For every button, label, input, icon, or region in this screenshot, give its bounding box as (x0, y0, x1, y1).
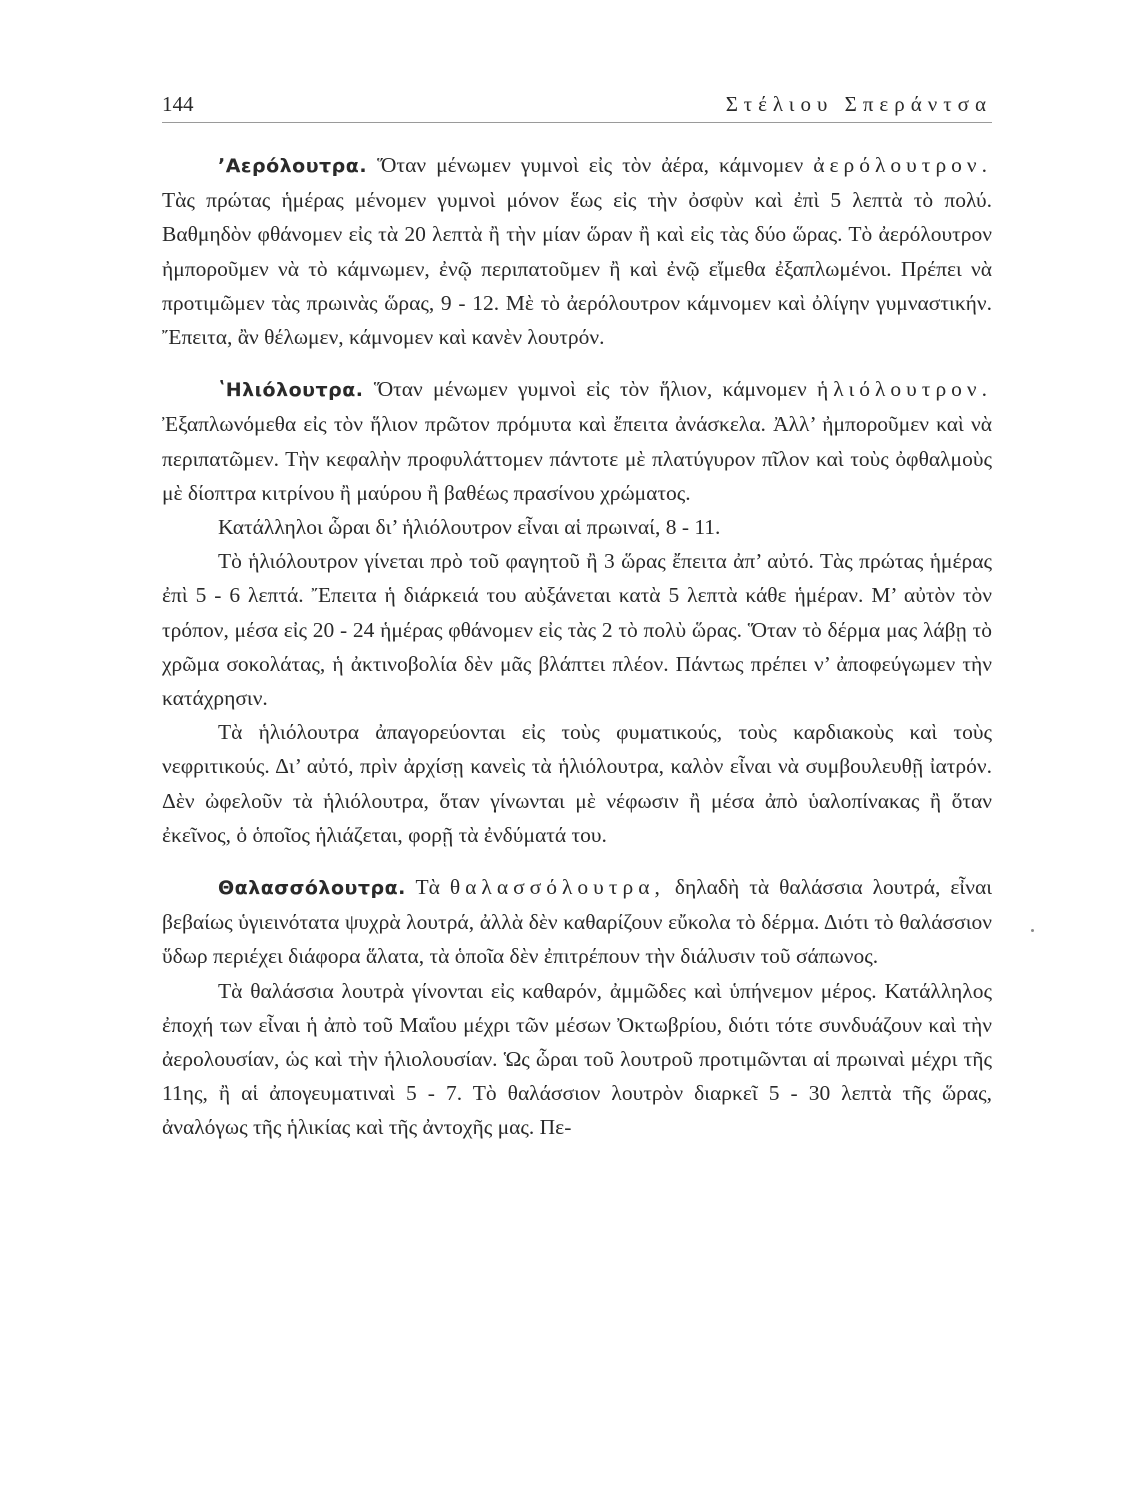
spaced-term: ἡλιόλουτρον. (817, 377, 993, 402)
section-heading-heliolutra: ʽΗλιόλουτρα. (218, 379, 364, 402)
spaced-term: ἀερόλουτρον. (813, 153, 993, 177)
paragraph-text: Τὰ (415, 875, 440, 900)
section-heading-aerolutra: ʼΑερόλουτρα. (218, 155, 368, 177)
paragraph-text: Ὅταν μένωμεν γυμνοὶ εἰς τὸν ἀέρα, κάμνομεν (377, 153, 804, 177)
paragraph-text: Ὅταν μένωμεν γυμνοὶ εἰς τὸν ἥλιον, κάμνομεν (373, 377, 807, 402)
paragraph-text: Τὰς πρώτας ἡμέρας μένομεν γυμνοὶ μόνον ἕως εἰς τὴν ὀσφὺν καὶ ἐπὶ 5 λεπτὰ τὸ πολύ. Βαθμηδὸν φθάνομεν εἰς τὰ 20 λεπτὰ ἢ τὴν μίαν ὥραν ἢ καὶ εἰς τὰς δύο ὥρας. Τὸ ἀερόλουτρον ἠμποροῦμεν νὰ τὸ κάμνωμεν, ἐνῷ περιπατοῦμεν ἢ καὶ ἐνῷ εἴμεθα ἐξαπλωμένοι. Πρέπει νὰ προτιμῶμεν τὰς πρωινὰς ὥρας, 9 - 12. Μὲ τὸ ἀερόλουτρον κάμνομεν καὶ ὀλίγην γυμναστικήν. Ἔπειτα, ἂν θέλωμεν, κάμνομεν καὶ κανὲν λουτρόν. (162, 188, 992, 350)
paragraph-text: Ἐξαπλωνόμεθα εἰς τὸν ἥλιον πρῶτον πρόμυτα καὶ ἔπειτα ἀνάσκελα. Ἀλλ’ ἠμποροῦμεν καὶ νὰ περιπατῶμεν. Τὴν κεφαλὴν προφυλάττομεν πάντοτε μὲ πλατύγυρον πῖλον καὶ τοὺς ὀφθαλμοὺς μὲ δίοπτρα κιτρίνου ἢ μαύρου ἢ βαθέως πρασίνου χρώματος. (162, 412, 992, 505)
paragraph-text: δηλαδὴ τὰ θαλάσσια λουτρά, εἶναι βεβαίως ὑγιεινότατα ψυχρὰ λουτρά, ἀλλὰ δὲν καθαρίζουν εὔκολα τὸ δέρμα. Διότι τὸ θαλάσσιον ὕδωρ περιέχει διάφορα ἅλατα, τὰ ὁποῖα δὲν ἐπιτρέπουν τὴν διάλυσιν τοῦ σάπωνος. (162, 875, 992, 969)
paragraph: Τὰ ἡλιόλουτρα ἀπαγορεύονται εἰς τοὺς φυματικούς, τοὺς καρδιακοὺς καὶ τοὺς νεφριτικούς. Δι’ αὐτό, πρὶν ἀρχίσῃ κανεὶς τὰ ἡλιόλουτρα, καλὸν εἶναι νὰ συμβουλευθῇ ἰατρόν. Δὲν ὠφελοῦν τὰ ἡλιόλουτρα, ὅταν γίνωνται μὲ νέφωσιν ἢ μέσα ἀπὸ ὑαλοπίνακας ἢ ὅταν ἐκεῖνος, ὁ ὁποῖος ἡλιάζεται, φορῇ τὰ ἐνδύματά του. (162, 720, 992, 847)
section-aerolutra-paragraph (162, 148, 992, 354)
paragraph: Τὰ θαλάσσια λουτρὰ γίνονται εἰς καθαρόν, ἀμμῶδες καὶ ὑπήνεμον μέρος. Κατάλληλος ἐποχή των εἶναι ἡ ἀπὸ τοῦ Μαΐου μέχρι τῶν μέσων Ὀκτωβρίου, διότι τότε συνδυάζουν καὶ τὴν ἀερολουσίαν, ὡς καὶ τὴν ἡλιολουσίαν. Ὡς ὧραι τοῦ λουτροῦ προτιμῶνται αἱ πρωιναὶ μέχρι τῆς 11ης, ἢ αἱ ἀπογευματιναὶ 5 - 7. Τὸ θαλάσσιον λουτρὸν διαρκεῖ 5 - 30 λεπτὰ τῆς ὥρας, ἀναλόγως τῆς ἡλικίας καὶ τῆς ἀντοχῆς μας. Πε- (162, 978, 992, 1140)
section-heading-thalassolutra: Θαλασσόλουτρα. (218, 877, 406, 900)
spaced-term: θαλασσόλουτρα, (449, 875, 665, 900)
paragraph: Κατάλληλοι ὧραι δι’ ἡλιόλουτρον εἶναι αἱ πρωιναί, 8 - 11. (218, 515, 721, 540)
page-body (162, 148, 992, 1145)
section-heliolutra-paragraph (162, 372, 992, 510)
running-head: Στέλιου Σπεράντσα (725, 92, 992, 116)
scan-speck (1031, 929, 1034, 932)
section-thalassolutra-paragraph (162, 870, 992, 974)
page-header (162, 88, 992, 123)
page-number: 144 (162, 92, 194, 116)
paragraph: Τὸ ἡλιόλουτρον γίνεται πρὸ τοῦ φαγητοῦ ἢ 3 ὥρας ἔπειτα ἀπ’ αὐτό. Τὰς πρώτας ἡμέρας ἐπὶ 5 - 6 λεπτά. Ἔπειτα ἡ διάρκειά του αὐξάνεται κατὰ 5 λεπτὰ κάθε ἡμέραν. Μ’ αὐτὸν τὸν τρόπον, μέσα εἰς 20 - 24 ἡμέρας φθάνομεν εἰς τὰς 2 τὸ πολὺ ὥρας. Ὅταν τὸ δέρμα μας λάβῃ τὸ χρῶμα σοκολάτας, ἡ ἀκτινοβολία δὲν μᾶς βλάπτει πλέον. Πάντως πρέπει ν’ ἀποφεύγωμεν τὴν κατάχρησιν. (162, 549, 992, 711)
